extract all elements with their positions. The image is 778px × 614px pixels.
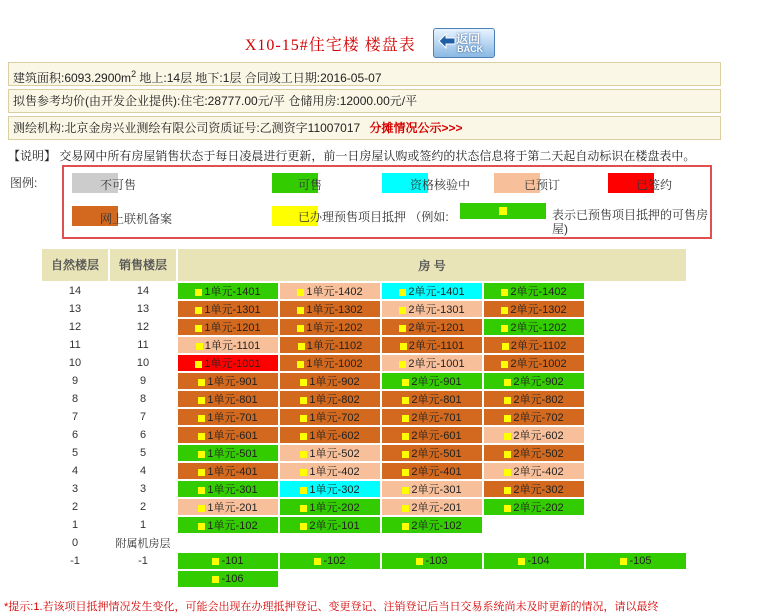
back-arrow-icon xyxy=(438,33,456,49)
empty-cell xyxy=(586,409,686,425)
legend-text-signed: 已签约 xyxy=(636,178,673,192)
example-mortgage-marker xyxy=(499,207,507,215)
unit-label: 2单元-1402 xyxy=(510,286,567,298)
unit-cell[interactable] xyxy=(280,517,380,533)
floor-row xyxy=(42,463,686,479)
sales-floor-cell: 9 xyxy=(139,375,147,387)
unit-label: 1单元-202 xyxy=(309,502,360,514)
sales-floor-cell: 2 xyxy=(139,501,147,513)
mortgage-marker-icon xyxy=(298,343,305,350)
unit-cell[interactable] xyxy=(280,553,380,569)
natural-floor-cell xyxy=(42,571,108,587)
mortgage-marker-icon xyxy=(402,415,409,422)
header-room-number: 房 号 xyxy=(178,249,686,281)
empty-cell xyxy=(178,535,278,551)
unit-cell[interactable] xyxy=(178,337,278,353)
unit-label: 1单元-902 xyxy=(309,376,360,388)
unit-cell[interactable] xyxy=(382,319,482,335)
unit-label: 1单元-1102 xyxy=(306,340,363,352)
unit-cell[interactable] xyxy=(382,517,482,533)
sales-floor-cell: 4 xyxy=(139,465,147,477)
mortgage-marker-icon xyxy=(297,361,304,368)
unit-label: 1单元-1401 xyxy=(204,286,261,298)
mortgage-marker-icon xyxy=(195,289,202,296)
mortgage-marker-icon xyxy=(198,505,205,512)
legend-text-online-filed: 网上联机备案 xyxy=(100,212,173,226)
mortgage-marker-icon xyxy=(195,325,202,332)
unit-cell[interactable] xyxy=(178,301,278,317)
natural-floor-cell: 8 xyxy=(71,393,79,405)
mortgage-marker-icon xyxy=(504,379,511,386)
unit-cell[interactable] xyxy=(484,463,584,479)
unit-label: 2单元-201 xyxy=(411,502,462,514)
sales-floor-cell: 14 xyxy=(136,285,150,297)
natural-floor-cell: 14 xyxy=(68,285,82,297)
mortgage-marker-icon xyxy=(300,451,307,458)
mortgage-marker-icon xyxy=(300,469,307,476)
natural-floor-cell: 10 xyxy=(68,357,82,369)
unit-cell[interactable] xyxy=(280,481,380,497)
mortgage-marker-icon xyxy=(198,379,205,386)
unit-label: 2单元-701 xyxy=(411,412,462,424)
unit-cell[interactable] xyxy=(280,319,380,335)
mortgage-marker-icon xyxy=(504,487,511,494)
info-price-line xyxy=(8,89,721,113)
floor-row xyxy=(42,481,686,497)
sales-floor-cell: 附属机房层 xyxy=(115,538,171,550)
legend-box xyxy=(62,165,712,239)
unit-cell[interactable] xyxy=(382,409,482,425)
natural-floor-cell: 3 xyxy=(71,483,79,495)
empty-cell xyxy=(382,571,482,587)
unit-cell[interactable] xyxy=(178,427,278,443)
unit-label: 2单元-1202 xyxy=(510,322,567,334)
unit-label: 2单元-401 xyxy=(411,466,462,478)
floor-row xyxy=(42,571,686,587)
unit-label: 1单元-801 xyxy=(207,394,258,406)
mortgage-marker-icon xyxy=(198,433,205,440)
unit-label: -102 xyxy=(323,555,346,567)
mortgage-marker-icon xyxy=(504,415,511,422)
natural-floor-cell: 6 xyxy=(71,429,79,441)
survey-text: 测绘机构:北京金房兴业测绘有限公司资质证号:乙测资字11007017 xyxy=(13,121,361,135)
sales-floor-cell: 1 xyxy=(139,519,147,531)
floor-row xyxy=(42,301,686,317)
mortgage-marker-icon xyxy=(402,451,409,458)
unit-label: 2单元-1102 xyxy=(510,340,567,352)
unit-cell[interactable] xyxy=(280,301,380,317)
floor-row xyxy=(42,499,686,515)
mortgage-marker-icon xyxy=(402,487,409,494)
mortgage-marker-icon xyxy=(518,558,525,565)
natural-floor-cell: 0 xyxy=(71,537,79,549)
floor-row xyxy=(42,445,686,461)
unit-label: 2单元-1302 xyxy=(510,304,567,316)
unit-cell[interactable] xyxy=(178,319,278,335)
empty-cell xyxy=(586,301,686,317)
mortgage-marker-icon xyxy=(402,379,409,386)
empty-cell xyxy=(586,283,686,299)
unit-cell[interactable] xyxy=(484,283,584,299)
share-disclosure-link[interactable]: 分摊情况公示>>> xyxy=(369,121,463,135)
unit-label: 2单元-302 xyxy=(513,484,564,496)
unit-label: -106 xyxy=(221,573,244,585)
unit-cell[interactable] xyxy=(484,427,584,443)
unit-cell[interactable] xyxy=(280,283,380,299)
empty-cell xyxy=(586,391,686,407)
natural-floor-cell: -1 xyxy=(70,555,80,567)
mortgage-marker-icon xyxy=(297,325,304,332)
mortgage-marker-icon xyxy=(300,415,307,422)
unit-cell[interactable] xyxy=(484,391,584,407)
empty-cell xyxy=(586,571,686,587)
empty-cell xyxy=(586,373,686,389)
mortgage-marker-icon xyxy=(402,505,409,512)
natural-floor-cell: 13 xyxy=(68,303,82,315)
natural-floor-cell: 11 xyxy=(69,339,81,351)
sales-floor-cell xyxy=(110,571,176,587)
empty-cell xyxy=(586,517,686,533)
unit-label: 1单元-1301 xyxy=(204,304,261,316)
unit-label: 2单元-1301 xyxy=(408,304,465,316)
unit-cell[interactable] xyxy=(280,445,380,461)
price-text: 拟售参考均价(由开发企业提供):住宅:28777.00元/平 仓储用房:12000.00元/平 xyxy=(13,94,418,108)
empty-cell xyxy=(586,481,686,497)
legend-text-unavailable: 不可售 xyxy=(100,178,137,192)
back-label-cn: 返回 xyxy=(456,32,481,46)
unit-label: 2单元-802 xyxy=(513,394,564,406)
unit-cell[interactable] xyxy=(280,427,380,443)
mortgage-marker-icon xyxy=(300,397,307,404)
unit-label: 1单元-701 xyxy=(207,412,258,424)
unit-label: 1单元-501 xyxy=(207,448,258,460)
natural-floor-cell: 4 xyxy=(71,465,79,477)
unit-label: 1单元-1002 xyxy=(306,358,363,370)
mortgage-marker-icon xyxy=(502,343,509,350)
floor-row xyxy=(42,427,686,443)
empty-cell xyxy=(586,445,686,461)
mortgage-marker-icon xyxy=(501,289,508,296)
unit-cell[interactable] xyxy=(484,445,584,461)
unit-label: 2单元-102 xyxy=(411,520,462,532)
natural-floor-cell: 9 xyxy=(71,375,79,387)
unit-label: 2单元-1002 xyxy=(510,358,567,370)
unit-label: 1单元-502 xyxy=(309,448,360,460)
area-text: 建筑面积:6093.2900m xyxy=(13,71,132,85)
unit-cell[interactable] xyxy=(178,481,278,497)
building-unit-table xyxy=(40,247,688,589)
unit-cell[interactable] xyxy=(178,445,278,461)
natural-floor-cell: 2 xyxy=(71,501,79,513)
mortgage-marker-icon xyxy=(300,487,307,494)
unit-label: 2单元-1001 xyxy=(408,358,465,370)
floor-row xyxy=(42,535,686,551)
mortgage-marker-icon xyxy=(504,469,511,476)
unit-cell[interactable] xyxy=(382,355,482,371)
area-unit-sup: 2 xyxy=(131,69,137,79)
mortgage-marker-icon xyxy=(198,451,205,458)
unit-cell[interactable] xyxy=(382,337,482,353)
unit-label: 2单元-901 xyxy=(411,376,462,388)
unit-cell[interactable] xyxy=(382,445,482,461)
unit-cell[interactable] xyxy=(280,391,380,407)
back-button[interactable] xyxy=(433,28,495,58)
unit-cell[interactable] xyxy=(280,463,380,479)
mortgage-marker-icon xyxy=(212,558,219,565)
unit-cell[interactable] xyxy=(382,463,482,479)
empty-cell xyxy=(484,571,584,587)
unit-label: -105 xyxy=(629,555,652,567)
unit-label: 2单元-202 xyxy=(513,502,564,514)
unit-cell[interactable] xyxy=(178,463,278,479)
floor-row xyxy=(42,337,686,353)
sales-floor-cell: 11 xyxy=(137,339,149,351)
mortgage-marker-icon xyxy=(399,361,406,368)
sales-floor-cell: 12 xyxy=(136,321,150,333)
mortgage-marker-icon xyxy=(300,505,307,512)
mortgage-marker-icon xyxy=(399,325,406,332)
unit-label: 2单元-1401 xyxy=(408,286,465,298)
empty-cell xyxy=(586,337,686,353)
mortgage-marker-icon xyxy=(195,361,202,368)
unit-cell[interactable] xyxy=(178,553,278,569)
floor-row xyxy=(42,283,686,299)
unit-label: -103 xyxy=(425,555,448,567)
empty-cell xyxy=(484,535,584,551)
bottom-tip: *提示:1.若该项目抵押情况发生变化，可能会出现在办理抵押登记、变更登记、注销登记后当日交易系统尚未及时更新的情况，请以最终 xyxy=(4,601,659,613)
unit-cell[interactable] xyxy=(178,355,278,371)
unit-label: 1单元-802 xyxy=(309,394,360,406)
unit-label: -101 xyxy=(221,555,244,567)
mortgage-marker-icon xyxy=(400,343,407,350)
mortgage-marker-icon xyxy=(195,307,202,314)
mortgage-marker-icon xyxy=(504,397,511,404)
unit-cell[interactable] xyxy=(280,499,380,515)
unit-label: 1单元-1302 xyxy=(306,304,363,316)
unit-cell[interactable] xyxy=(382,301,482,317)
floor-row xyxy=(42,319,686,335)
floor-row xyxy=(42,391,686,407)
mortgage-marker-icon xyxy=(198,469,205,476)
unit-cell[interactable] xyxy=(382,481,482,497)
floor-row xyxy=(42,409,686,425)
unit-cell[interactable] xyxy=(382,499,482,515)
back-label-en: BACK xyxy=(457,44,484,54)
empty-cell xyxy=(586,499,686,515)
empty-cell xyxy=(586,535,686,551)
mortgage-marker-icon xyxy=(501,361,508,368)
unit-label: 1单元-401 xyxy=(207,466,258,478)
unit-cell[interactable] xyxy=(178,517,278,533)
mortgage-marker-icon xyxy=(196,343,203,350)
mortgage-marker-icon xyxy=(300,523,307,530)
unit-label: 2单元-501 xyxy=(411,448,462,460)
unit-label: 2单元-702 xyxy=(513,412,564,424)
unit-label: 2单元-101 xyxy=(309,520,360,532)
empty-cell xyxy=(586,319,686,335)
unit-cell[interactable] xyxy=(178,391,278,407)
legend-label: 图例: xyxy=(10,176,38,190)
mortgage-marker-icon xyxy=(402,433,409,440)
mortgage-marker-icon xyxy=(300,379,307,386)
unit-label: 1单元-1001 xyxy=(204,358,261,370)
sales-floor-cell: 8 xyxy=(139,393,147,405)
mortgage-marker-icon xyxy=(402,523,409,530)
header-natural-floor: 自然楼层 xyxy=(42,249,108,281)
natural-floor-cell: 1 xyxy=(71,519,79,531)
mortgage-marker-icon xyxy=(416,558,423,565)
unit-label: 1单元-201 xyxy=(207,502,258,514)
unit-label: 2单元-801 xyxy=(411,394,462,406)
sales-floor-cell: 6 xyxy=(139,429,147,441)
header-sales-floor: 销售楼层 xyxy=(110,249,176,281)
unit-label: 2单元-301 xyxy=(411,484,462,496)
unit-cell[interactable] xyxy=(382,427,482,443)
empty-cell xyxy=(586,427,686,443)
empty-cell xyxy=(586,355,686,371)
legend-text-reserved: 已预订 xyxy=(524,178,561,192)
mortgage-marker-icon xyxy=(314,558,321,565)
mortgage-marker-icon xyxy=(198,415,205,422)
sales-floor-cell: 13 xyxy=(136,303,150,315)
unit-label: 2单元-402 xyxy=(513,466,564,478)
unit-cell[interactable] xyxy=(484,319,584,335)
mortgage-marker-icon xyxy=(501,307,508,314)
unit-cell[interactable] xyxy=(484,355,584,371)
unit-cell[interactable] xyxy=(586,553,686,569)
unit-label: 1单元-702 xyxy=(309,412,360,424)
mortgage-marker-icon xyxy=(399,289,406,296)
unit-cell[interactable] xyxy=(382,283,482,299)
empty-cell xyxy=(280,535,380,551)
unit-cell[interactable] xyxy=(280,337,380,353)
natural-floor-cell: 7 xyxy=(71,411,79,423)
unit-label: 1单元-1402 xyxy=(306,286,363,298)
unit-label: 2单元-902 xyxy=(513,376,564,388)
unit-cell[interactable] xyxy=(280,409,380,425)
unit-cell[interactable] xyxy=(484,301,584,317)
unit-label: 2单元-602 xyxy=(513,430,564,442)
mortgage-marker-icon xyxy=(620,558,627,565)
mortgage-marker-icon xyxy=(504,505,511,512)
unit-label: 2单元-601 xyxy=(411,430,462,442)
mortgage-marker-icon xyxy=(212,576,219,583)
mortgage-marker-icon xyxy=(198,523,205,530)
sales-floor-cell: 10 xyxy=(136,357,150,369)
unit-cell[interactable] xyxy=(484,373,584,389)
unit-label: 1单元-301 xyxy=(207,484,258,496)
unit-cell[interactable] xyxy=(280,355,380,371)
sales-floor-cell: 5 xyxy=(139,447,147,459)
unit-cell[interactable] xyxy=(178,499,278,515)
floor-row xyxy=(42,553,686,569)
empty-cell xyxy=(586,463,686,479)
unit-cell[interactable] xyxy=(178,409,278,425)
unit-cell[interactable] xyxy=(280,373,380,389)
sales-floor-cell: 7 xyxy=(139,411,147,423)
unit-cell[interactable] xyxy=(484,337,584,353)
unit-label: 2单元-1101 xyxy=(408,340,465,352)
natural-floor-cell: 5 xyxy=(71,447,79,459)
info-survey-line xyxy=(8,116,721,140)
legend-text-verifying: 资格核验中 xyxy=(410,178,471,192)
unit-label: 1单元-601 xyxy=(207,430,258,442)
mortgage-marker-icon xyxy=(399,307,406,314)
info-area-line xyxy=(8,62,721,86)
unit-cell[interactable] xyxy=(178,283,278,299)
empty-cell xyxy=(280,571,380,587)
mortgage-marker-icon xyxy=(198,397,205,404)
unit-cell[interactable] xyxy=(382,391,482,407)
floor-row xyxy=(42,517,686,533)
mortgage-marker-icon xyxy=(300,433,307,440)
floor-row xyxy=(42,373,686,389)
unit-label: 1单元-1201 xyxy=(204,322,261,334)
unit-cell[interactable] xyxy=(484,553,584,569)
unit-cell[interactable] xyxy=(178,373,278,389)
unit-label: 1单元-302 xyxy=(309,484,360,496)
notice-text: 【说明】 交易网中所有房屋销售状态于每日凌晨进行更新，前一日房屋认购或签约的状态信息将于第二天起自动标识在楼盘表中。 xyxy=(8,149,696,163)
unit-cell[interactable] xyxy=(382,553,482,569)
mortgage-marker-icon xyxy=(501,325,508,332)
sales-floor-cell: 3 xyxy=(139,483,147,495)
empty-cell xyxy=(382,535,482,551)
mortgage-marker-icon xyxy=(504,433,511,440)
mortgage-marker-icon xyxy=(297,307,304,314)
legend-text-available: 可售 xyxy=(298,178,323,192)
unit-label: 1单元-102 xyxy=(207,520,258,532)
legend-example-swatch xyxy=(460,203,546,219)
mortgage-marker-icon xyxy=(297,289,304,296)
mortgage-marker-icon xyxy=(198,487,205,494)
unit-label: 1单元-1202 xyxy=(306,322,363,334)
title-row xyxy=(0,28,740,58)
unit-label: 2单元-1201 xyxy=(408,322,465,334)
floors-text: 地上:14层 地下:1层 合同竣工日期:2016-05-07 xyxy=(136,71,382,85)
unit-label: 1单元-901 xyxy=(207,376,258,388)
unit-cell[interactable] xyxy=(382,373,482,389)
legend-text-example: 表示已预售项目抵押的可售房屋) xyxy=(552,208,709,236)
unit-label: 2单元-502 xyxy=(513,448,564,460)
floor-row xyxy=(42,355,686,371)
unit-label: -104 xyxy=(527,555,550,567)
unit-label: 1单元-1101 xyxy=(204,340,261,352)
mortgage-marker-icon xyxy=(402,397,409,404)
natural-floor-cell: 12 xyxy=(68,321,82,333)
unit-cell[interactable] xyxy=(484,499,584,515)
unit-label: 1单元-602 xyxy=(309,430,360,442)
unit-label: 1单元-402 xyxy=(309,466,360,478)
unit-cell[interactable] xyxy=(484,409,584,425)
unit-cell[interactable] xyxy=(484,481,584,497)
legend-text-mortgage: 已办理预售项目抵押 （例如: xyxy=(298,210,449,224)
page-title: X10-15#住宅楼 楼盘表 xyxy=(244,36,416,54)
empty-cell xyxy=(484,517,584,533)
mortgage-marker-icon xyxy=(504,451,511,458)
sales-floor-cell: -1 xyxy=(138,555,148,567)
mortgage-marker-icon xyxy=(402,469,409,476)
unit-cell[interactable] xyxy=(178,571,278,587)
